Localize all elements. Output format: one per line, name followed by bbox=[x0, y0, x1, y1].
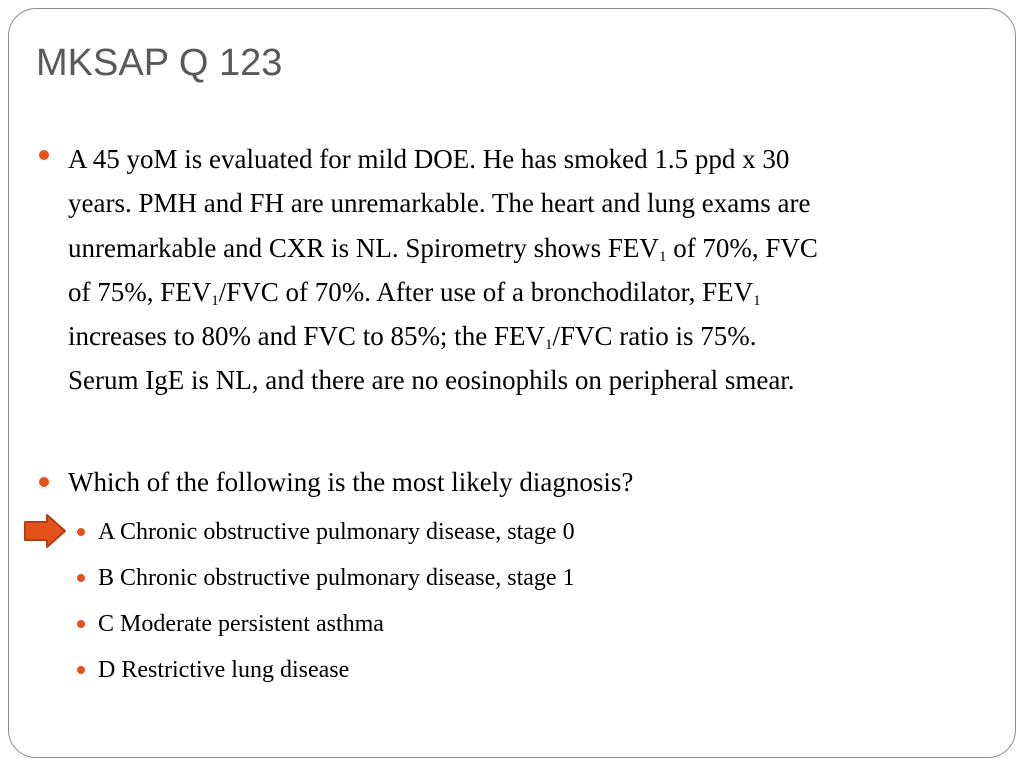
case-description bbox=[68, 137, 998, 403]
answer-option-c[interactable]: C Moderate persistent asthma bbox=[98, 611, 384, 637]
answer-option-a[interactable]: A Chronic obstructive pulmonary disease, stage 0 bbox=[98, 519, 575, 545]
subscript: 1 bbox=[544, 337, 553, 354]
round-bullet-icon bbox=[77, 574, 85, 582]
case-line bbox=[68, 314, 998, 358]
round-bullet-icon bbox=[77, 620, 85, 628]
case-line: Serum IgE is NL, and there are no eosinophils on peripheral smear. bbox=[68, 365, 795, 396]
answer-option-d[interactable]: D Restrictive lung disease bbox=[98, 657, 350, 683]
round-bullet-icon bbox=[39, 477, 49, 487]
case-text: of 75%, FEV bbox=[68, 276, 212, 307]
case-line: years. PMH and FH are unremarkable. The heart and lung exams are bbox=[68, 188, 811, 219]
round-bullet-icon bbox=[77, 528, 85, 536]
question-text: Which of the following is the most likely diagnosis? bbox=[68, 467, 634, 497]
slide-title: MKSAP Q 123 bbox=[36, 42, 283, 84]
case-line bbox=[68, 270, 998, 314]
subscript: 1 bbox=[753, 292, 761, 309]
round-bullet-icon bbox=[77, 666, 85, 674]
case-line bbox=[68, 226, 998, 270]
subscript: 1 bbox=[658, 248, 667, 265]
case-text: unremarkable and CXR is NL. Spirometry shows FEV bbox=[68, 232, 659, 263]
answer-option-b[interactable]: B Chronic obstructive pulmonary disease, stage 1 bbox=[98, 565, 575, 591]
case-text: increases to 80% and FVC to 85%; the FEV bbox=[68, 321, 545, 352]
round-bullet-icon bbox=[39, 150, 49, 160]
case-line: A 45 yoM is evaluated for mild DOE. He has smoked 1.5 ppd x 30 bbox=[68, 144, 790, 174]
case-text: of 70%, FVC bbox=[666, 232, 818, 263]
right-arrow-icon bbox=[23, 513, 67, 549]
case-text: /FVC ratio is 75%. bbox=[552, 321, 757, 352]
subscript: 1 bbox=[211, 292, 219, 309]
case-text: /FVC of 70%. After use of a bronchodilator, FEV bbox=[218, 276, 754, 307]
